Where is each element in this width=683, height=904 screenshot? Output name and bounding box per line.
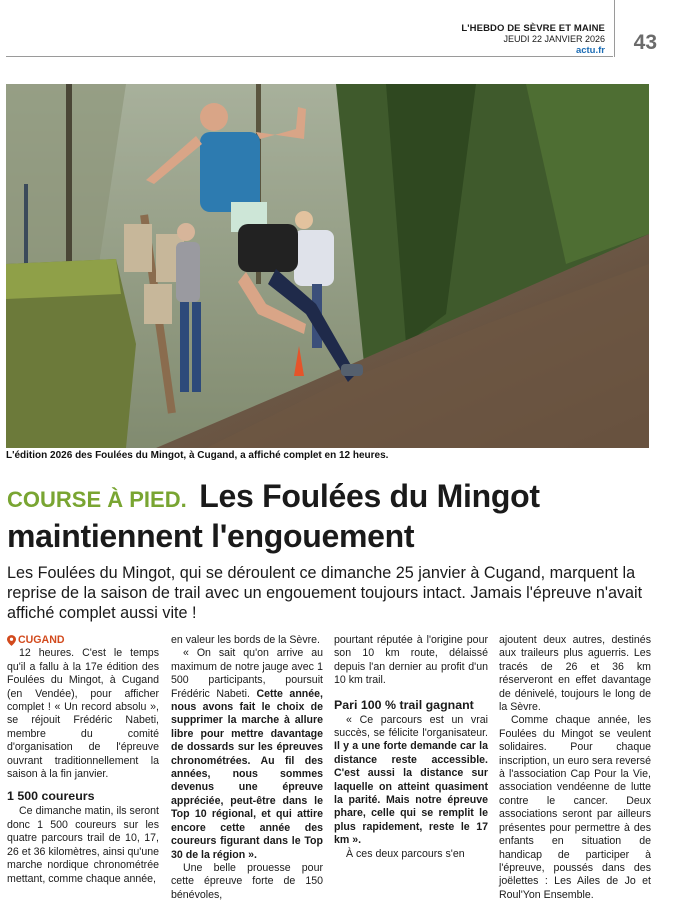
paragraph: 12 heures. C'est le temps qu'il a fallu à la 17e édition des Foulées du Mingot, à Cugand (en Vendée), pour afficher complet ! « Un record absolu », se réjouit Frédéric Nabeti, membre du comité d'organisation de l'épreuve ouvrant traditionnellement la saison à la fin janvier. bbox=[7, 647, 159, 781]
paragraph bbox=[171, 647, 323, 862]
paragraph: Ce dimanche matin, ils seront donc 1 500 coureurs sur les quatre parcours trail de 10, 17, 26 et 36 kilomètres, ainsi qu'une marche nordique chronométrée mettant, comme chaque année, bbox=[7, 805, 159, 885]
website-link[interactable]: actu.fr bbox=[575, 45, 605, 56]
paragraph: Comme chaque année, les Foulées du Mingot se veulent solidaires. Pour chaque inscription, un euro sera reversé à l'association Cap Pour la Vie, association vendéenne de lutte contre le cancer. Deux associations seront par ailleurs présentes pour permettre à des enfants en situation de handicap de participer à l'épreuve, poussés dans des joëlettes : Les Ailes de Jo et Roul'Yon Ensemble. bbox=[499, 714, 651, 901]
article-photo bbox=[6, 84, 649, 448]
photo-caption: L'édition 2026 des Foulées du Mingot, à Cugand, a affiché complet en 12 heures. bbox=[6, 450, 389, 461]
paragraph: À ces deux parcours s'en bbox=[346, 847, 465, 860]
quote-intro: « On sait qu'on arrive au maximum de notre jauge avec 1 500 participants, poursuit Frédéric Nabeti. bbox=[171, 647, 323, 700]
subheading: Pari 100 % trail gagnant bbox=[334, 697, 474, 712]
paragraph: ajoutent deux autres, destinés aux traileurs plus aguerris. Les tracés de 26 et 36 km réserveront en effet davantage de dénivelé, toujours le long de la Sèvre. bbox=[499, 634, 651, 714]
header-separator bbox=[614, 0, 615, 57]
page-number: 43 bbox=[633, 31, 657, 54]
article-column-1 bbox=[7, 634, 159, 886]
location-tag bbox=[7, 634, 159, 647]
article-headline bbox=[7, 478, 667, 554]
article-column-2 bbox=[171, 634, 323, 902]
header-meta bbox=[461, 23, 605, 56]
paragraph: Une belle prouesse pour cette épreuve forte de 150 bénévoles, bbox=[171, 861, 323, 901]
article-column-3 bbox=[334, 634, 488, 861]
section-rubric: COURSE À PIED. bbox=[7, 487, 187, 512]
article-lead: Les Foulées du Mingot, qui se déroulent ce dimanche 25 janvier à Cugand, marquent la reprise de la saison de trail avec un engouement toujours intact. Jamais l'épreuve n'avait affiché complet aussi vite ! bbox=[7, 564, 643, 622]
map-pin-icon bbox=[7, 635, 16, 646]
headline-title: Les Foulées du Mingot maintiennent l'engouement bbox=[7, 478, 540, 554]
newspaper-name: L'HEBDO DE SÈVRE ET MAINE bbox=[461, 23, 605, 34]
location-label: CUGAND bbox=[18, 634, 65, 646]
header-rule bbox=[6, 56, 613, 57]
article-column-4 bbox=[499, 634, 651, 902]
quote-bold: Il y a une forte demande car la distance reste accessible. C'est aussi la distance sur laquelle on atteint quasiment la parité. Mais notre épreuve phare, celle qui se remplit le plus rapidement, reste le 17 km ». bbox=[334, 740, 488, 847]
quote-intro: « Ce parcours est un vrai succès, se félicite l'organisateur. bbox=[334, 713, 488, 740]
quote-bold: Cette année, nous avons fait le choix de supprimer la marche à allure libre pour mettre davantage de dossards sur les épreuves chronométrées. Au fil des années, nous sommes devenus une épreuve appréciée, peut-être dans le Top 10 régional, et qui attire encore cette année des coureurs figurant dans le Top 30 de la région ». bbox=[171, 687, 323, 861]
issue-date: JEUDI 22 JANVIER 2026 bbox=[503, 34, 605, 44]
page-header bbox=[0, 0, 683, 58]
subheading: 1 500 coureurs bbox=[7, 789, 95, 804]
paragraph: pourtant réputée à l'origine pour son 10 km route, délaissé depuis l'an dernier au profit d'un 10 km trail. bbox=[334, 634, 488, 687]
paragraph: en valeur les bords de la Sèvre. bbox=[171, 634, 320, 646]
paragraph bbox=[334, 714, 488, 848]
